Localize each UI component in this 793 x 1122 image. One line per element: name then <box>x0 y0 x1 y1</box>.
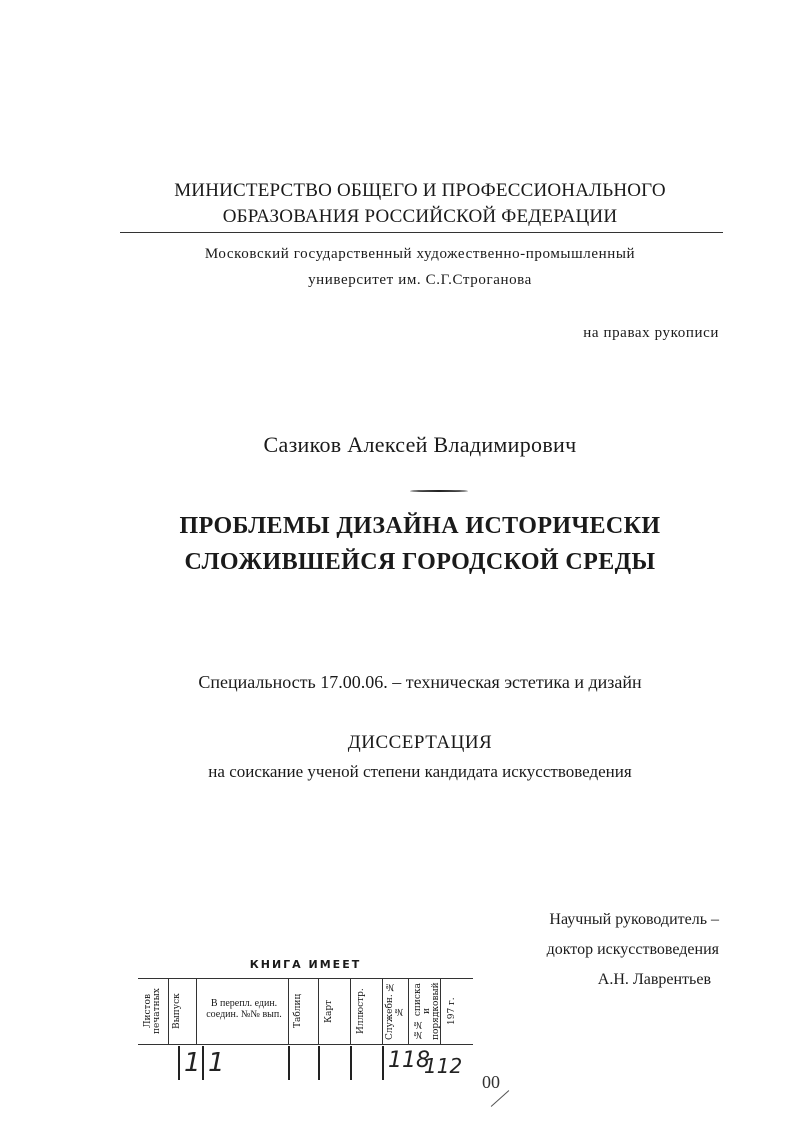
stamp-col-maps: Карт <box>324 999 334 1023</box>
title-line-2: СЛОЖИВШЕЙСЯ ГОРОДСКОЙ СРЕДЫ <box>184 549 656 575</box>
hw-sheets: 1 <box>184 1048 201 1078</box>
hw-service: 118 <box>388 1048 430 1073</box>
ministry-line-2: ОБРАЗОВАНИЯ РОССИЙСКОЙ ФЕДЕРАЦИИ <box>222 206 618 227</box>
ministry-heading <box>120 178 720 230</box>
decorative-dash <box>410 490 468 492</box>
manuscript-note: на правах рукописи <box>583 325 719 341</box>
stamp-col-year: 197 г. <box>447 997 457 1025</box>
degree-line: на соискание ученой степени кандидата искусствоведения <box>208 762 632 781</box>
dissertation-label: ДИССЕРТАЦИЯ <box>347 732 493 753</box>
author-name: Сазиков Алексей Владимирович <box>263 432 577 457</box>
stamp-col-divider <box>318 978 319 1044</box>
handwritten-stroke <box>318 1046 320 1080</box>
stamp-col-issue: Выпуск <box>172 993 182 1029</box>
handwritten-stroke <box>288 1046 290 1080</box>
stamp-col-bound: В перепл. един. соедин. №№ вып. <box>206 998 282 1020</box>
university-name <box>120 241 720 293</box>
stamp-col-divider <box>350 978 351 1044</box>
stamp-middle-line <box>138 1044 473 1045</box>
stamp-col-divider <box>196 978 197 1044</box>
dissertation-title <box>100 508 740 580</box>
stamp-col-divider <box>168 978 169 1044</box>
supervisor-block <box>547 905 719 995</box>
stamp-trailing-digits: 00 <box>482 1072 500 1092</box>
stamp-col-sheets: Листов печатных <box>143 988 162 1034</box>
header-divider <box>120 232 723 233</box>
stamp-col-illustr: Иллюстр. <box>356 988 366 1034</box>
university-line-2: университет им. С.Г.Строганова <box>308 272 532 288</box>
stamp-col-service: Служебн. №№ <box>385 981 404 1041</box>
stamp-col-tables: Таблиц <box>293 993 303 1029</box>
title-line-1: ПРОБЛЕМЫ ДИЗАЙНА ИСТОРИЧЕСКИ <box>179 513 661 539</box>
handwritten-stroke <box>382 1046 384 1080</box>
handwritten-stroke <box>350 1046 352 1080</box>
stamp-col-divider <box>382 978 383 1044</box>
supervisor-role: Научный руководитель – <box>549 911 719 928</box>
hw-issue: 1 <box>208 1048 225 1078</box>
supervisor-title: доктор искусствоведения <box>546 941 719 958</box>
stamp-col-list: №№ списка и порядковый <box>413 982 441 1040</box>
stamp-col-divider <box>408 978 409 1044</box>
stamp-col-divider <box>288 978 289 1044</box>
library-stamp <box>138 958 483 1086</box>
handwritten-stroke <box>178 1046 180 1080</box>
hw-list: 112 <box>424 1054 463 1078</box>
handwritten-stroke <box>202 1046 204 1080</box>
ministry-line-1: МИНИСТЕРСТВО ОБЩЕГО И ПРОФЕССИОНАЛЬНОГО <box>174 180 666 201</box>
university-line-1: Московский государственный художественно-промышленный <box>204 246 636 262</box>
specialty-line: Специальность 17.00.06. – техническая эстетика и дизайн <box>198 672 642 692</box>
supervisor-name: А.Н. Лаврентьев <box>597 971 711 988</box>
stamp-heading: КНИГА ИМЕЕТ <box>249 958 362 971</box>
stamp-top-line <box>138 978 473 979</box>
